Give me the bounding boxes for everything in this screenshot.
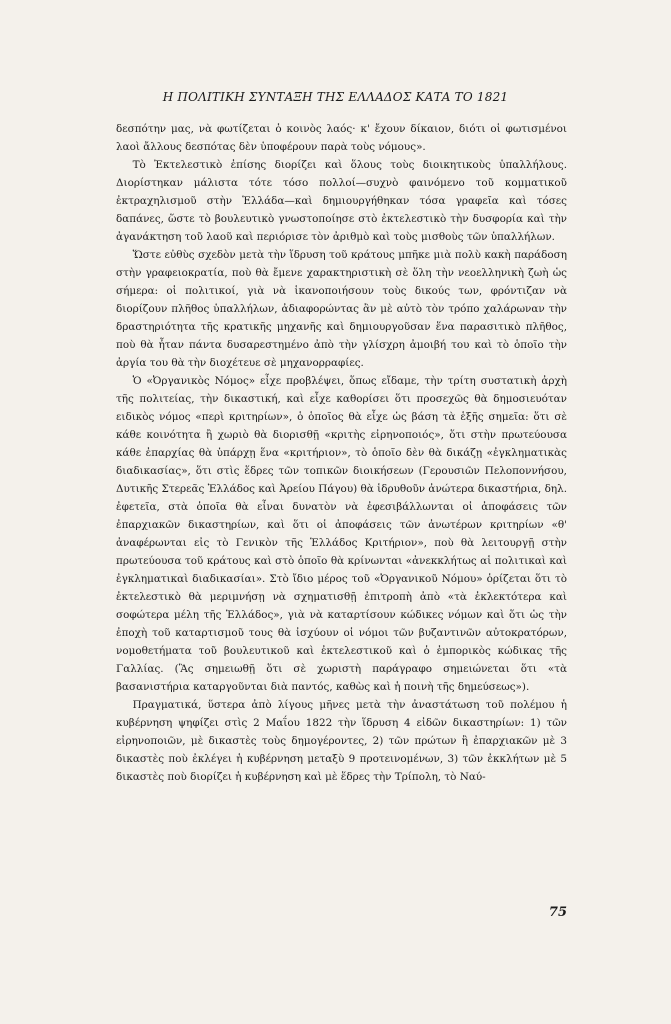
paragraph-3: Ὥστε εὐθὺς σχεδὸν μετὰ τὴν ἵδρυση τοῦ κράτους μπῆκε μιὰ πολὺ κακὴ παράδοση στὴν γραφειοκρατία, ποὺ θὰ ἔμενε χαρακτηριστικὴ σὲ ὅλη τὴν νεοελληνικὴ ζωὴ ὡς σήμερα: οἱ πολιτικοί, γιὰ νὰ ἱκανοποιήσουν τοὺς δικούς των, φρόντιζαν νὰ διορίζουν πλῆθος ὑπαλλήλων, ἀδιαφορώντας ἂν μὲ αὐτὸ τὸν τρόπο χαλάρωναν τὴν δραστηριότητα τῆς κρατικῆς μηχανῆς καὶ δημιουργοῦσαν ἕνα παρασιτικὸ πλῆθος, ποὺ θὰ ἦταν πάντα δυσαρεστημένο ἀπὸ τὴν γλίσχρη ἀμοιβή του καὶ τὸ ὁποῖο τὴν ἀργία του θὰ τὴν διοχέτευε σὲ μηχανορραφίες. [116,249,567,369]
paragraph-4: Ὁ «Ὀργανικὸς Νόμος» εἶχε προβλέψει, ὅπως εἴδαμε, τὴν τρίτη συστατικὴ ἀρχὴ τῆς πολιτείας, τὴν δικαστική, καὶ εἶχε καθορίσει ὅτι προσεχῶς θὰ δημοσιευόταν ειδικὸς νόμος «περὶ κριτηρίων», ὁ ὁποῖος θὰ εἶχε ὡς βάση τὰ ἑξῆς σημεῖα: ὅτι σὲ κάθε κοινότητα ἢ χωριὸ θὰ διορισθῇ «κριτὴς εἰρηνοποιός», ὅτι στὴν πρωτεύουσα κάθε ἐπαρχίας θὰ ὑπάρχῃ ἕνα «κριτήριον», τὸ ὁποῖο δὲν θὰ δικάζῃ «ἐγκληματικὰς διαδικασίας», ὅτι στὶς ἕδρες τῶν τοπικῶν διοικήσεων (Γερουσιῶν Πελοποννήσου, Δυτικῆς Στερεᾶς Ἑλλάδος καὶ Ἀρείου Πάγου) θὰ ἱδρυθοῦν ἀνώτερα δικαστήρια, δηλ. ἐφετεῖα, στὰ ὁποῖα θὰ εἶναι δυνατὸν νὰ ἐφεσιβάλλωνται οἱ ἀποφάσεις τῶν ἐπαρχιακῶν δικαστηρίων, καὶ ὅτι οἱ ἀποφάσεις τῶν ἀνωτέρων κριτηρίων «θ' ἀναφέρωνται εἰς τὸ Γενικὸν τῆς Ἑλλάδος Κριτήριον», ποὺ θὰ λειτουργῇ στὴν πρωτεύουσα τοῦ κράτους καὶ στὸ ὁποῖο θὰ κρίνωνται «ἀνεκκλήτως αἱ πολιτικαὶ καὶ ἐγκληματικαὶ διαδικασίαι». Στὸ ἴδιο μέρος τοῦ «Ὀργανικοῦ Νόμου» ὁρίζεται ὅτι τὸ ἐκτελεστικὸ θὰ μεριμνήσῃ νὰ σχηματισθῇ ἐπιτροπὴ ἀπὸ «τὰ ἐκλεκτότερα καὶ σοφώτερα μέλη τῆς Ἑλλάδος», γιὰ νὰ καταρτίσουν κώδικες νόμων καὶ ὅτι ὡς τὴν ἐποχὴ τοῦ καταρτισμοῦ τους θὰ ἰσχύουν οἱ νόμοι τῶν βυζαντινῶν αὐτοκρατόρων, νομοθετήματα τοῦ βουλευτικοῦ καὶ ἐκτελεστικοῦ καὶ ὁ ἐμπορικὸς κώδικας τῆς Γαλλίας. (Ἂς σημειωθῇ ὅτι σὲ χωριστὴ παράγραφο σημειώνεται ὅτι «τὰ βασανιστήρια καταργοῦνται διὰ παντός, καθὼς καὶ ἡ ποινὴ τῆς δημεύσεως»). [116,375,567,693]
body-text [116,120,567,786]
paragraph-2: Τὸ Ἐκτελεστικὸ ἐπίσης διορίζει καὶ ὅλους τοὺς διοικητικοὺς ὑπαλλήλους. Διορίστηκαν μάλιστα τότε τόσο πολλοί—συχνὸ φαινόμενο τοῦ κομματικοῦ ἐκτραχηλισμοῦ στὴν Ἑλλάδα—καὶ δημιουργήθηκαν τόσα γραφεῖα καὶ τόσες δαπάνες, ὥστε τὸ βουλευτικὸ γνωστοποίησε στὸ ἐκτελεστικὸ τὴν δυσφορία καὶ τὴν ἀγανάκτηση τοῦ λαοῦ καὶ περιόρισε τὸν ἀριθμὸ καὶ τοὺς μισθοὺς τῶν ὑπαλλήλων. [116,159,567,243]
running-header: Η ΠΟΛΙΤΙΚΗ ΣΥΝΤΑΞΗ ΤΗΣ ΕΛΛΑΔΟΣ ΚΑΤΑ ΤΟ 1821 [162,90,509,104]
page-number: 75 [548,905,567,920]
paragraph-1: δεσπότην μας, νὰ φωτίζεται ὁ κοινὸς λαός· κ' ἔχουν δίκαιον, διότι οἱ φωτισμένοι λαοὶ ἄλλους δεσπότας δὲν ὑποφέρουν παρὰ τοὺς νόμους». [116,123,567,153]
paragraph-5: Πραγματικά, ὕστερα ἀπὸ λίγους μῆνες μετὰ τὴν ἀναστάτωση τοῦ πολέμου ἡ κυβέρνηση ψηφίζει στὶς 2 Μαΐου 1822 τὴν ἵδρυση 4 εἰδῶν δικαστηρίων: 1) τῶν εἰρηνοποιῶν, μὲ δικαστὲς τοὺς δημογέροντες, 2) τῶν πρώτων ἢ ἐπαρχιακῶν μὲ 3 δικαστὲς ποὺ ἐκλέγει ἡ κυβέρνηση μεταξὺ 9 προτεινομένων, 3) τῶν ἐκκλήτων μὲ 5 δικαστὲς ποὺ διορίζει ἡ κυβέρνηση καὶ μὲ ἕδρες τὴν Τρίπολη, τὸ Ναύ- [116,699,567,783]
